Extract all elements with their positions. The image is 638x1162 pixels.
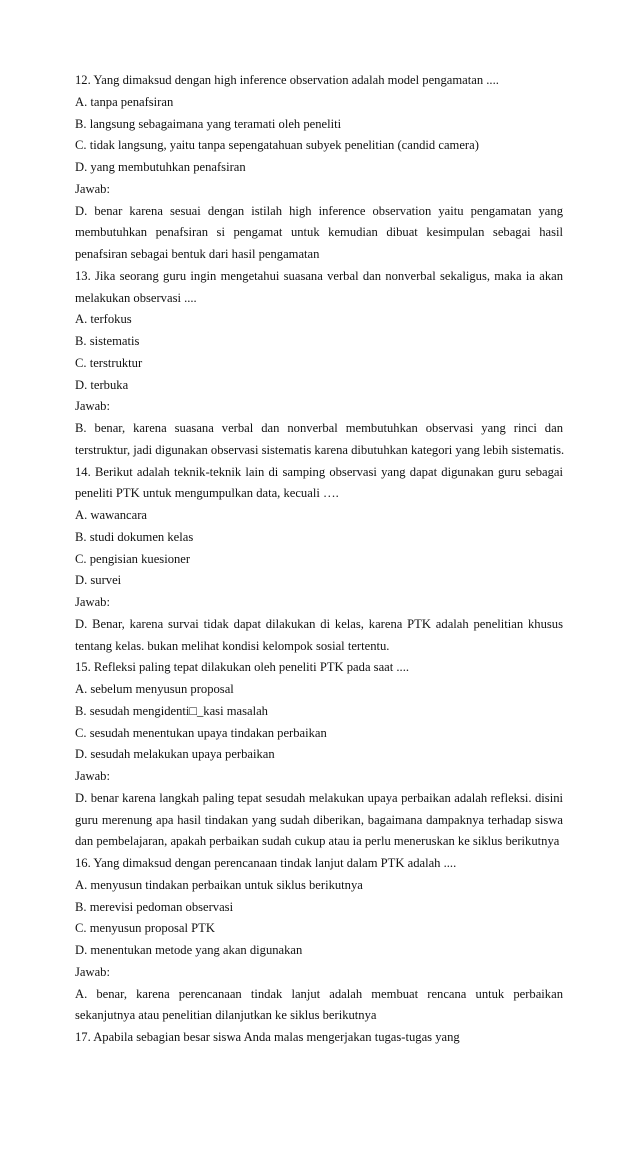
text-line: C. tidak langsung, yaitu tanpa sepengatahuan subyek penelitian (candid camera): [75, 138, 479, 152]
text-line: B. merevisi pedoman observasi: [75, 900, 234, 914]
text-line: 14. Berikut adalah teknik-teknik lain di samping observasi yang dapat digunakan guru sebagai: [75, 465, 563, 479]
text-line: Jawab:: [75, 965, 110, 979]
text-line: Jawab:: [75, 595, 110, 609]
text-line: terstruktur, jadi digunakan observasi sistematis karena dibutuhkan kategori yang lebih sistematis.: [75, 443, 565, 457]
text-line: B. studi dokumen kelas: [75, 530, 194, 544]
text-line: 17. Apabila sebagian besar siswa Anda malas mengerjakan tugas-tugas yang: [75, 1030, 460, 1044]
text-line: C. terstruktur: [75, 356, 143, 370]
text-line: D. sesudah melakukan upaya perbaikan: [75, 747, 275, 761]
text-line: 16. Yang dimaksud dengan perencanaan tindak lanjut dalam PTK adalah ....: [75, 856, 457, 870]
text-line: D. benar karena sesuai dengan istilah high inference observation yaitu pengamatan yang: [75, 204, 563, 218]
text-line: Jawab:: [75, 399, 110, 413]
text-line: C. menyusun proposal PTK: [75, 921, 215, 935]
text-line: sekanjutnya atau penelitian dilanjutkan ke siklus berikutnya: [75, 1008, 377, 1022]
text-line: B. langsung sebagaimana yang teramati oleh peneliti: [75, 117, 342, 131]
text-line: D. survei: [75, 573, 122, 587]
text-line: A. menyusun tindakan perbaikan untuk siklus berikutnya: [75, 878, 363, 892]
text-line: A. wawancara: [75, 508, 148, 522]
text-line: Jawab:: [75, 182, 110, 196]
text-line: D. yang membutuhkan penafsiran: [75, 160, 246, 174]
text-line: tentang kelas. bukan melihat kondisi kelompok sosial tertentu.: [75, 639, 390, 653]
text-line: guru merenung apa hasil tindakan yang sudah diberikan, bagaimana dampaknya terhadap siswa: [75, 813, 563, 827]
text-line: D. terbuka: [75, 378, 129, 392]
text-line: C. sesudah menentukan upaya tindakan perbaikan: [75, 726, 327, 740]
text-line: A. tanpa penafsiran: [75, 95, 174, 109]
text-line: A. sebelum menyusun proposal: [75, 682, 234, 696]
text-line: B. benar, karena suasana verbal dan nonverbal membutuhkan observasi yang rinci dan: [75, 421, 563, 435]
text-line: peneliti PTK untuk mengumpulkan data, kecuali ….: [75, 486, 339, 500]
text-line: D. menentukan metode yang akan digunakan: [75, 943, 303, 957]
text-line: D. Benar, karena survai tidak dapat dilakukan di kelas, karena PTK adalah penelitian khusus: [75, 617, 563, 631]
text-line: 15. Refleksi paling tepat dilakukan oleh peneliti PTK pada saat ....: [75, 660, 409, 674]
text-line: membutuhkan penafsiran si pengamat untuk kemudian dibuat kesimpulan sebagai hasil: [75, 225, 563, 239]
text-line: B. sesudah mengidenti□_kasi masalah: [75, 704, 268, 718]
text-line: penafsiran sebagai bentuk dari hasil pengamatan: [75, 247, 320, 261]
text-line: A. terfokus: [75, 312, 132, 326]
text-line: dan pembelajaran, apakah perbaikan sudah cukup atau ia perlu meneruskan ke siklus berikutnya: [75, 834, 560, 848]
text-line: D. benar karena langkah paling tepat sesudah melakukan upaya perbaikan adalah refleksi. disini: [75, 791, 563, 805]
text-line: 12. Yang dimaksud dengan high inference observation adalah model pengamatan ....: [75, 73, 499, 87]
text-line: melakukan observasi ....: [75, 291, 197, 305]
text-line: C. pengisian kuesioner: [75, 552, 191, 566]
text-line: 13. Jika seorang guru ingin mengetahui suasana verbal dan nonverbal sekaligus, maka ia akan: [75, 269, 563, 283]
text-line: B. sistematis: [75, 334, 140, 348]
text-line: Jawab:: [75, 769, 110, 783]
text-line: A. benar, karena perencanaan tindak lanjut adalah membuat rencana untuk perbaikan: [75, 987, 563, 1001]
